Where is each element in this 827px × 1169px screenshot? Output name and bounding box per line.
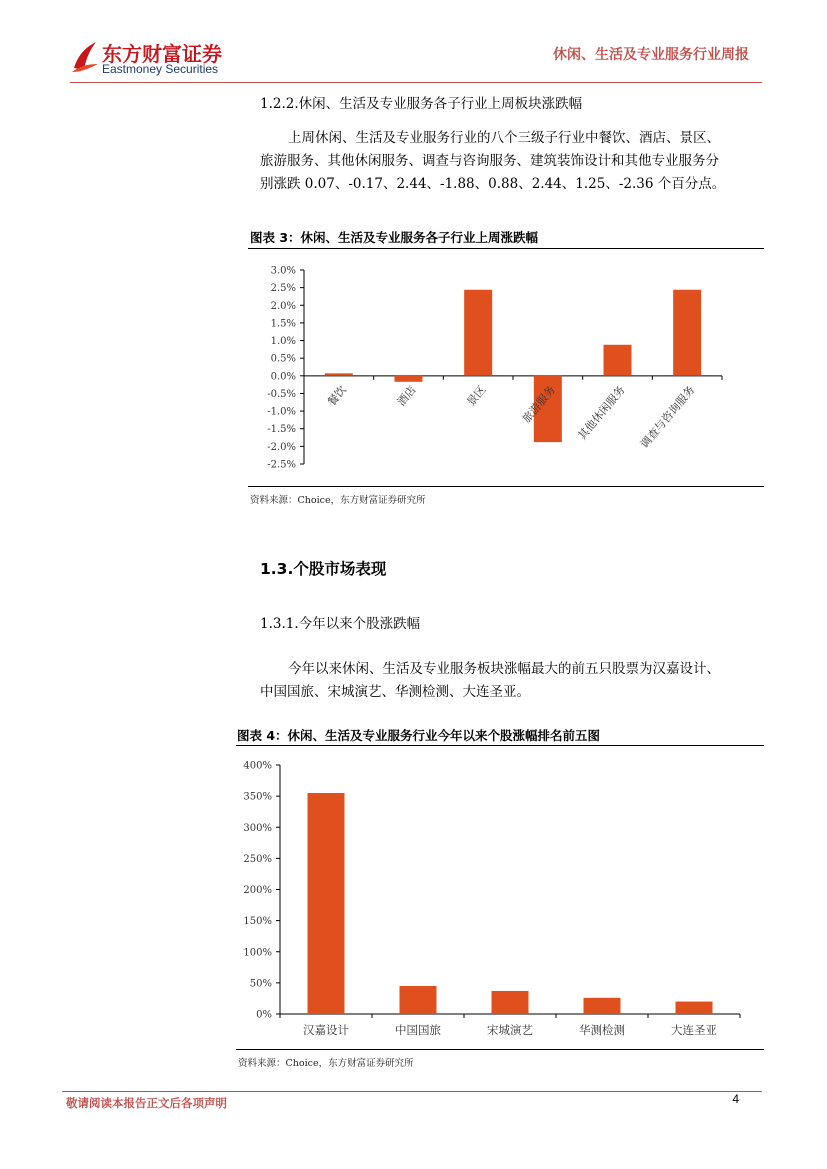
- paragraph-line: 上周休闲、生活及专业服务行业的八个三级子行业中餐饮、酒店、景区、: [288, 130, 720, 146]
- bar: [604, 345, 632, 376]
- figure-3-top-rule: [248, 248, 764, 249]
- x-tick-label: 调查与咨询服务: [638, 383, 698, 451]
- header-divider: [70, 82, 762, 83]
- y-tick-label: 2.0%: [270, 300, 296, 312]
- company-logo: [70, 38, 240, 78]
- y-tick-label: 150%: [243, 916, 272, 928]
- logo-text-cn: 东方财富证券: [102, 42, 222, 66]
- chart-top5-stocks-ytd: [236, 750, 764, 1046]
- x-tick-label: 中国国旅: [395, 1023, 441, 1037]
- paragraph-line: 旅游服务、其他休闲服务、调查与咨询服务、建筑装饰设计和其他专业服务分: [260, 153, 719, 169]
- paragraph-line: 中国国旅、宋城演艺、华测检测、大连圣亚。: [260, 684, 530, 700]
- y-tick-label: 0%: [256, 1009, 272, 1021]
- y-tick-label: 100%: [243, 947, 272, 959]
- x-tick-label: 餐饮: [325, 383, 350, 409]
- logo-text-en: Eastmoney Securities: [102, 62, 219, 76]
- section-heading-1-2-2: 1.2.2.休闲、生活及专业服务各子行业上周板块涨跌幅: [260, 96, 583, 112]
- x-tick-label: 宋城演艺: [487, 1023, 533, 1037]
- x-tick-label: 华测检测: [579, 1023, 625, 1037]
- y-tick-label: 1.5%: [270, 318, 296, 330]
- x-tick-label: 旅游服务: [519, 383, 559, 426]
- paragraph-line: 别涨跌 0.07、-0.17、2.44、-1.88、0.88、2.44、1.25、-2.36 个百分点。: [260, 176, 726, 192]
- page-number: 4: [732, 1092, 739, 1106]
- x-tick-label: 其他休闲服务: [575, 383, 628, 443]
- figure-4-source: 资料来源：Choice，东方财富证券研究所: [238, 1058, 414, 1069]
- paragraph-1-3-1: [260, 658, 720, 704]
- footer-disclaimer: 敬请阅读本报告正文后各项声明: [66, 1096, 227, 1110]
- paragraph-1-2-2: [260, 127, 725, 196]
- bar: [584, 998, 621, 1014]
- y-tick-label: 0.5%: [270, 353, 296, 365]
- bar: [492, 991, 529, 1014]
- bar: [400, 986, 437, 1014]
- y-tick-label: -1.0%: [267, 406, 296, 418]
- figure-4-top-rule: [236, 745, 764, 746]
- x-tick-label: 景区: [464, 383, 489, 409]
- y-tick-label: -2.0%: [267, 441, 296, 453]
- y-tick-label: 2.5%: [270, 283, 296, 295]
- y-tick-label: 250%: [243, 853, 272, 865]
- bar: [325, 373, 353, 375]
- bar: [308, 793, 345, 1014]
- y-tick-label: 300%: [243, 822, 272, 834]
- figure-4-bottom-rule: [236, 1049, 764, 1050]
- y-tick-label: 350%: [243, 791, 272, 803]
- y-tick-label: -2.5%: [267, 459, 296, 471]
- y-tick-label: 0.0%: [270, 371, 296, 383]
- x-tick-label: 汉嘉设计: [303, 1023, 349, 1037]
- y-tick-label: 400%: [243, 760, 272, 772]
- y-tick-label: -1.5%: [267, 424, 296, 436]
- bar: [395, 376, 423, 382]
- bar: [676, 1002, 713, 1014]
- chart-sub-industry-weekly: [248, 252, 764, 484]
- footer-divider: [62, 1091, 762, 1092]
- figure-4-title: 图表 4：休闲、生活及专业服务行业今年以来个股涨幅排名前五图: [237, 728, 601, 743]
- figure-3-source: 资料来源：Choice，东方财富证券研究所: [250, 495, 426, 506]
- section-heading-1-3-1: 1.3.1.今年以来个股涨跌幅: [260, 616, 421, 632]
- x-tick-label: 大连圣亚: [671, 1023, 717, 1037]
- y-tick-label: 3.0%: [270, 265, 296, 277]
- y-tick-label: 50%: [249, 978, 272, 990]
- y-tick-label: 200%: [243, 885, 272, 896]
- paragraph-line: 今年以来休闲、生活及专业服务板块涨幅最大的前五只股票为汉嘉设计、: [288, 661, 720, 677]
- section-heading-1-3: 1.3.个股市场表现: [260, 560, 387, 578]
- bar: [464, 290, 492, 376]
- y-tick-label: -0.5%: [267, 388, 296, 400]
- x-tick-label: 酒店: [394, 383, 419, 409]
- figure-3-bottom-rule: [248, 486, 764, 487]
- logo-mark-icon: [70, 38, 100, 74]
- bar: [673, 290, 701, 376]
- figure-3-title: 图表 3：休闲、生活及专业服务各子行业上周涨跌幅: [250, 230, 539, 245]
- y-tick-label: 1.0%: [270, 336, 296, 348]
- report-title: 休闲、生活及专业服务行业周报: [553, 47, 749, 63]
